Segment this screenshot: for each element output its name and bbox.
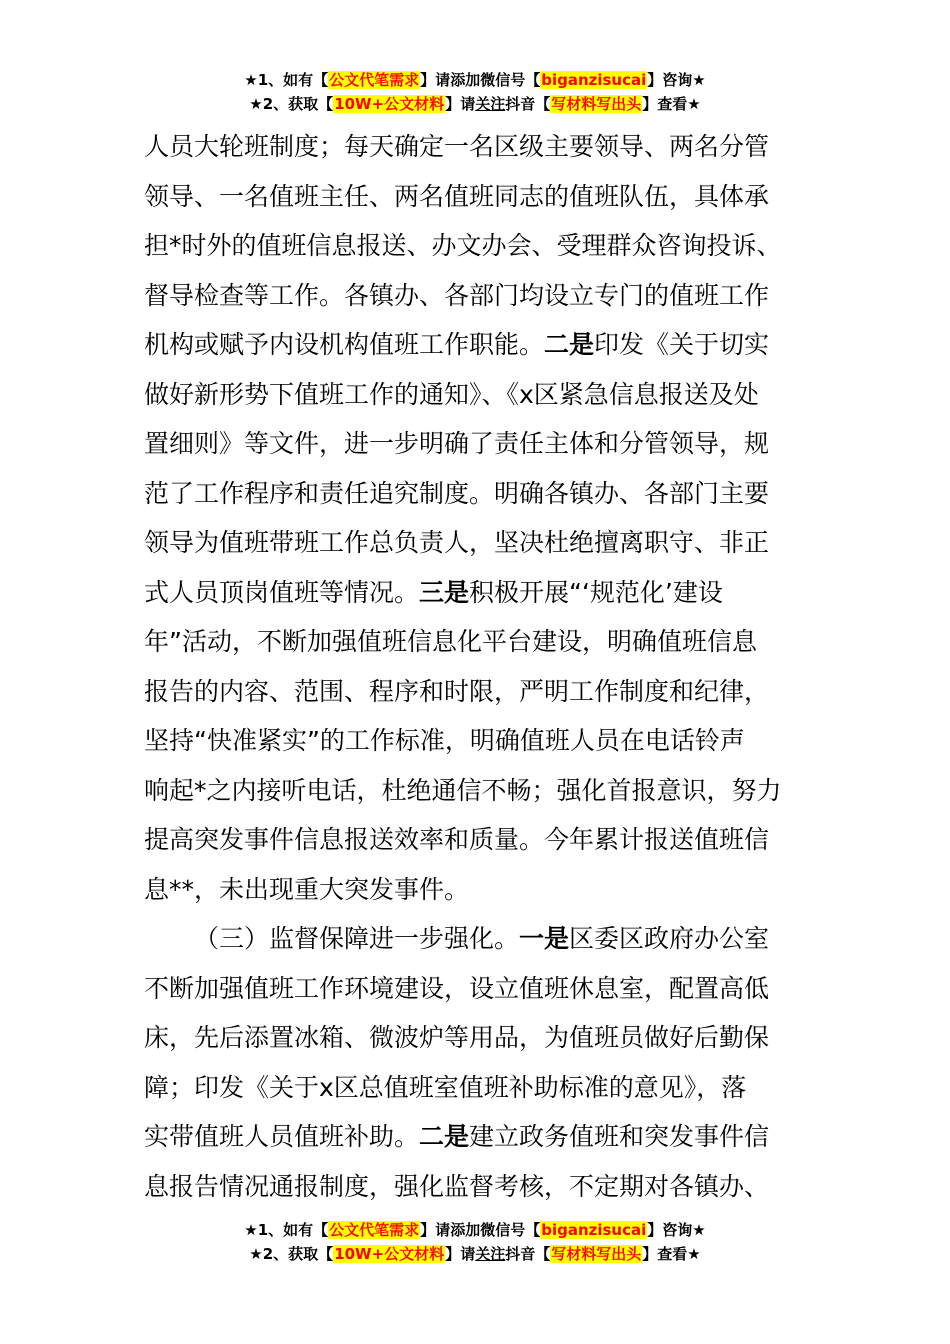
banner-text: ★2、获取【 bbox=[249, 1245, 334, 1263]
bold-marker: 三是 bbox=[419, 577, 470, 607]
banner-highlight: biganzisucai bbox=[541, 71, 647, 89]
banner-text: 】咨询★ bbox=[647, 1221, 706, 1239]
banner-highlight: biganzisucai bbox=[541, 1221, 647, 1239]
bold-marker: 二是 bbox=[419, 1122, 470, 1151]
text-line: 息**，未出现重大突发事件。 bbox=[144, 874, 470, 904]
banner-text: 】请 bbox=[445, 1245, 476, 1263]
banner-highlight: 公文代笔需求 bbox=[329, 71, 420, 89]
text-line: 人员大轮班制度；每天确定一名区级主要领导、两名分管 bbox=[144, 132, 770, 161]
text-line: 床，先后添置冰箱、微波炉等用品，为值班员做好后勤保 bbox=[144, 1023, 770, 1052]
text-line: 督导检查等工作。各镇办、各部门均设立专门的值班工作 bbox=[144, 280, 770, 310]
text-line: 担*时外的值班信息报送、办文办会、受理群众咨询投诉、 bbox=[144, 231, 782, 260]
banner-text: ★2、获取【 bbox=[249, 95, 334, 113]
banner-line-1 bbox=[0, 68, 950, 92]
banner-text: 】查看★ bbox=[642, 1245, 701, 1263]
text-line bbox=[144, 320, 806, 370]
banner-text: 】请 bbox=[420, 1221, 451, 1239]
banner-text: 】查看★ bbox=[642, 95, 701, 113]
text-line: 障；印发《关于x区总值班室值班补助标准的意见》，落 bbox=[144, 1072, 747, 1102]
banner-emphasis: 添加 bbox=[450, 1221, 481, 1239]
banner-text: ★1、如有【 bbox=[244, 71, 329, 89]
text-line: 息报告情况通报制度，强化监督考核，不定期对各镇办、 bbox=[144, 1171, 770, 1201]
text-line: 报告的内容、范围、程序和时限，严明工作制度和纪律， bbox=[144, 676, 770, 706]
text-run: 区委区政府办公室 bbox=[569, 924, 770, 953]
text-run: 机构或赋予内设机构值班工作职能。 bbox=[144, 330, 545, 359]
text-line: 响起*之内接听电话，杜绝通信不畅；强化首报意识，努力 bbox=[144, 775, 782, 805]
text-line: 领导为值班带班工作总负责人，坚决杜绝擅离职守、非正 bbox=[144, 528, 770, 557]
banner-text: 微信号【 bbox=[480, 1221, 541, 1239]
text-line bbox=[144, 568, 806, 618]
header-banner bbox=[0, 68, 950, 116]
banner-line-2 bbox=[0, 1242, 950, 1266]
text-run: 实带值班人员值班补助。 bbox=[144, 1122, 420, 1151]
banner-text: 】请 bbox=[445, 95, 476, 113]
banner-emphasis: 添加 bbox=[450, 71, 481, 89]
bold-marker: 二是 bbox=[544, 330, 595, 359]
text-line: 年”活动，不断加强值班信息化平台建设，明确值班信息 bbox=[144, 627, 757, 656]
banner-text: 抖音【 bbox=[505, 95, 551, 113]
footer-banner bbox=[0, 1218, 950, 1266]
banner-emphasis: 关注 bbox=[475, 95, 506, 113]
text-line: 不断加强值班工作环境建设，设立值班休息室，配置高低 bbox=[144, 973, 770, 1003]
text-line: 坚持“快准紧实”的工作标准，明确值班人员在电话铃声 bbox=[144, 726, 745, 755]
banner-line-2 bbox=[0, 92, 950, 116]
banner-highlight: 写材料写出头 bbox=[551, 95, 642, 113]
banner-text: 】咨询★ bbox=[647, 71, 706, 89]
banner-text: 】请 bbox=[420, 71, 451, 89]
banner-text: 抖音【 bbox=[505, 1245, 551, 1263]
bold-marker: 一是 bbox=[519, 924, 570, 953]
paragraph-1 bbox=[144, 122, 806, 914]
banner-text: 微信号【 bbox=[480, 71, 541, 89]
banner-highlight: 10W+公文材料 bbox=[334, 1245, 445, 1263]
banner-highlight: 公文代笔需求 bbox=[329, 1221, 420, 1239]
text-run: 积极开展“‘规范化’建设 bbox=[469, 577, 723, 607]
text-line: 范了工作程序和责任追究制度。明确各镇办、各部门主要 bbox=[144, 478, 770, 508]
banner-text: ★1、如有【 bbox=[244, 1221, 329, 1239]
text-line: 做好新形势下值班工作的通知》、《x区紧急信息报送及处 bbox=[144, 379, 759, 409]
text-run: 建立政务值班和突发事件信 bbox=[469, 1122, 770, 1151]
text-run: 印发《关于切实 bbox=[594, 330, 770, 359]
section-heading: （三）监督保障进一步强化。 bbox=[194, 924, 520, 953]
text-line bbox=[144, 1112, 806, 1162]
banner-highlight: 写材料写出头 bbox=[551, 1245, 642, 1263]
paragraph-2 bbox=[144, 914, 806, 1211]
banner-highlight: 10W+公文材料 bbox=[334, 95, 445, 113]
banner-emphasis: 关注 bbox=[475, 1245, 506, 1263]
text-line: 置细则》等文件，进一步明确了责任主体和分管领导，规 bbox=[144, 429, 770, 458]
text-run: 式人员顶岗值班等情况。 bbox=[144, 577, 420, 607]
text-line: 领导、一名值班主任、两名值班同志的值班队伍，具体承 bbox=[144, 181, 770, 211]
banner-line-1 bbox=[0, 1218, 950, 1242]
document-body bbox=[144, 122, 806, 1211]
text-line: 提高突发事件信息报送效率和质量。今年累计报送值班信 bbox=[144, 825, 770, 854]
text-line bbox=[144, 914, 806, 964]
